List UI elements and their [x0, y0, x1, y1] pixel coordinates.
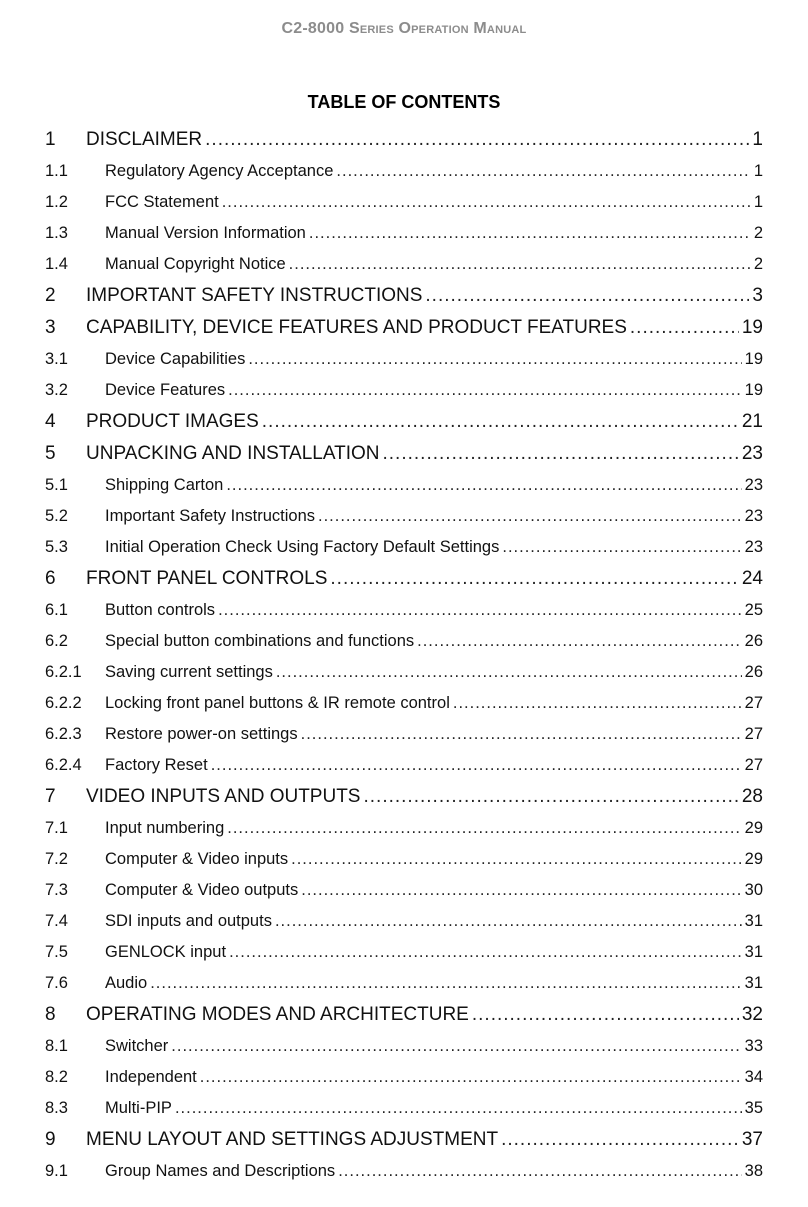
toc-entry-page: 28 — [741, 786, 763, 807]
toc-entry[interactable] — [45, 344, 763, 375]
toc-entry[interactable] — [45, 595, 763, 626]
toc-entry-label: Shipping Carton — [105, 476, 224, 494]
toc-entry-number: 3.1 — [45, 350, 68, 368]
toc-entry[interactable] — [45, 375, 763, 406]
toc-entry-page: 38 — [744, 1162, 763, 1180]
toc-entry-number: 7.5 — [45, 943, 68, 961]
toc-entry-page: 27 — [744, 725, 763, 743]
toc-entry-label: UNPACKING AND INSTALLATION — [86, 443, 380, 464]
toc-entry-label: IMPORTANT SAFETY INSTRUCTIONS — [86, 285, 423, 306]
toc-dot-leader — [330, 563, 738, 595]
toc-entry[interactable] — [45, 470, 763, 501]
toc-entry-page: 31 — [744, 912, 763, 930]
toc-entry-number: 1 — [45, 129, 56, 150]
toc-entry-page: 2 — [753, 224, 763, 242]
toc-dot-leader — [383, 438, 739, 470]
toc-entry-page: 27 — [744, 756, 763, 774]
toc-entry-page: 1 — [753, 162, 763, 180]
toc-dot-leader — [218, 595, 742, 626]
toc-entry-number: 5.1 — [45, 476, 68, 494]
toc-entry-page: 23 — [744, 507, 763, 525]
toc-entry-label: Device Features — [105, 381, 226, 399]
toc-entry-page: 24 — [741, 568, 763, 589]
toc-entry-number: 5.3 — [45, 538, 68, 556]
toc-entry[interactable] — [45, 218, 763, 249]
toc-dot-leader — [338, 1156, 741, 1187]
toc-dot-leader — [275, 906, 742, 937]
toc-entry-page: 33 — [744, 1037, 763, 1055]
toc-entry-page: 27 — [744, 694, 763, 712]
toc-entry-number: 1.4 — [45, 255, 68, 273]
toc-dot-leader — [150, 968, 741, 999]
toc-entry[interactable] — [45, 501, 763, 532]
toc-entry-label: Audio — [105, 974, 148, 992]
toc-entry-page: 19 — [744, 350, 763, 368]
toc-entry-label: Group Names and Descriptions — [105, 1162, 336, 1180]
toc-entry-number: 4 — [45, 411, 56, 432]
toc-entry-number: 6.1 — [45, 601, 68, 619]
toc-entry-label: Device Capabilities — [105, 350, 246, 368]
toc-entry-page: 29 — [744, 850, 763, 868]
toc-entry-label: PRODUCT IMAGES — [86, 411, 259, 432]
toc-entry-number: 6.2.3 — [45, 725, 82, 743]
toc-entry-page: 25 — [744, 601, 763, 619]
toc-entry-number: 6.2.4 — [45, 756, 82, 774]
toc-entry-label: Independent — [105, 1068, 197, 1086]
toc-entry[interactable] — [45, 688, 763, 719]
toc-dot-leader — [417, 626, 742, 657]
toc-dot-leader — [301, 719, 742, 750]
toc-entry-number: 1.3 — [45, 224, 68, 242]
toc-entry[interactable] — [45, 999, 763, 1031]
toc-dot-leader — [501, 1124, 739, 1156]
toc-entry[interactable] — [45, 1031, 763, 1062]
toc-entry[interactable] — [45, 312, 763, 344]
toc-entry-label: GENLOCK input — [105, 943, 227, 961]
toc-entry-label: VIDEO INPUTS AND OUTPUTS — [86, 786, 361, 807]
header-prefix: C2-8000 — [281, 20, 349, 37]
toc-entry-number: 8.3 — [45, 1099, 68, 1117]
toc-entry-number: 1.1 — [45, 162, 68, 180]
toc-entry[interactable] — [45, 657, 763, 688]
toc-entry-label: CAPABILITY, DEVICE FEATURES AND PRODUCT FEATURES — [86, 317, 627, 338]
toc-entry-number: 6 — [45, 568, 56, 589]
toc-entry[interactable] — [45, 1062, 763, 1093]
toc-entry[interactable] — [45, 968, 763, 999]
running-header — [0, 20, 808, 38]
toc-entry-number: 6.2.1 — [45, 663, 82, 681]
toc-entry-page: 23 — [744, 476, 763, 494]
toc-entry-label: Switcher — [105, 1037, 169, 1055]
toc-dot-leader — [171, 1031, 741, 1062]
toc-entry-number: 6.2.2 — [45, 694, 82, 712]
toc-entry-label: Manual Version Information — [105, 224, 306, 242]
toc-dot-leader — [301, 875, 741, 906]
toc-dot-leader — [276, 657, 742, 688]
toc-dot-leader — [318, 501, 742, 532]
toc-entry[interactable] — [45, 1124, 763, 1156]
toc-entry[interactable] — [45, 719, 763, 750]
toc-entry[interactable] — [45, 813, 763, 844]
toc-entry-page: 19 — [744, 381, 763, 399]
toc-entry-label: Important Safety Instructions — [105, 507, 316, 525]
toc-entry-page: 23 — [744, 538, 763, 556]
toc-entry-label: Input numbering — [105, 819, 225, 837]
toc-entry-number: 7.4 — [45, 912, 68, 930]
toc-dot-leader — [226, 470, 741, 501]
toc-entry-page: 37 — [741, 1129, 763, 1150]
toc-entry-label: Multi-PIP — [105, 1099, 172, 1117]
toc-dot-leader — [228, 375, 742, 406]
toc-dot-leader — [291, 844, 742, 875]
toc-entry-label: Computer & Video outputs — [105, 881, 299, 899]
toc-entry-label: FRONT PANEL CONTROLS — [86, 568, 328, 589]
toc-entry-number: 7 — [45, 786, 56, 807]
toc-entry[interactable] — [45, 1156, 763, 1187]
toc-entry[interactable] — [45, 1093, 763, 1124]
toc-entry[interactable] — [45, 563, 763, 595]
toc-entry-number: 6.2 — [45, 632, 68, 650]
toc-entry[interactable] — [45, 156, 763, 187]
toc-dot-leader — [453, 688, 742, 719]
toc-entry-page: 1 — [752, 129, 763, 150]
toc-dot-leader — [200, 1062, 742, 1093]
toc-dot-leader — [630, 312, 739, 344]
toc-entry-page: 31 — [744, 974, 763, 992]
toc-entry-number: 7.2 — [45, 850, 68, 868]
toc-entry-number: 7.3 — [45, 881, 68, 899]
toc-entry-label: Computer & Video inputs — [105, 850, 289, 868]
toc-entry[interactable] — [45, 280, 763, 312]
toc-entry-page: 26 — [744, 632, 763, 650]
toc-entry-label: Initial Operation Check Using Factory Default Settings — [105, 538, 500, 556]
toc-entry-label: Special button combinations and functions — [105, 632, 415, 650]
toc-dot-leader — [227, 813, 741, 844]
toc-dot-leader — [229, 937, 742, 968]
toc-entry-label: DISCLAIMER — [86, 129, 203, 150]
toc-entry-number: 8.2 — [45, 1068, 68, 1086]
toc-dot-leader — [289, 249, 751, 280]
toc-entry-page: 32 — [741, 1004, 763, 1025]
toc-dot-leader — [336, 156, 750, 187]
toc-entry-number: 1.2 — [45, 193, 68, 211]
toc-entry-page: 1 — [753, 193, 763, 211]
toc-dot-leader — [502, 532, 741, 563]
toc-dot-leader — [472, 999, 739, 1031]
toc-entry[interactable] — [45, 249, 763, 280]
toc-entry-number: 7.6 — [45, 974, 68, 992]
toc-entry-number: 3.2 — [45, 381, 68, 399]
toc-dot-leader — [262, 406, 739, 438]
toc-dot-leader — [222, 187, 751, 218]
toc-entry-page: 23 — [741, 443, 763, 464]
toc-entry[interactable] — [45, 438, 763, 470]
toc-entry-page: 3 — [752, 285, 763, 306]
toc-entry-number: 9 — [45, 1129, 56, 1150]
toc-dot-leader — [211, 750, 742, 781]
toc-entry[interactable] — [45, 937, 763, 968]
toc-entry-label: Factory Reset — [105, 756, 208, 774]
toc-entry-page: 34 — [744, 1068, 763, 1086]
toc-entry[interactable] — [45, 750, 763, 781]
toc-entry-number: 8.1 — [45, 1037, 68, 1055]
toc-entry[interactable] — [45, 844, 763, 875]
toc-entry-label: SDI inputs and outputs — [105, 912, 272, 930]
toc-entry-label: Manual Copyright Notice — [105, 255, 286, 273]
toc-entry-label: FCC Statement — [105, 193, 219, 211]
toc-entry-page: 21 — [741, 411, 763, 432]
toc-entry-page: 29 — [744, 819, 763, 837]
toc-dot-leader — [205, 124, 749, 156]
toc-entry[interactable] — [45, 406, 763, 438]
toc-entry-number: 2 — [45, 285, 56, 306]
toc-entry-number: 9.1 — [45, 1162, 68, 1180]
toc-entry-page: 2 — [753, 255, 763, 273]
toc-entry-number: 8 — [45, 1004, 56, 1025]
toc-dot-leader — [309, 218, 751, 249]
toc-entry-page: 26 — [744, 663, 763, 681]
header-suffix: Series Operation Manual — [348, 20, 527, 37]
toc-entry-label: Regulatory Agency Acceptance — [105, 162, 334, 180]
toc-entry-page: 31 — [744, 943, 763, 961]
toc-entry-number: 5.2 — [45, 507, 68, 525]
toc-entry-label: Saving current settings — [105, 663, 273, 681]
toc-dot-leader — [248, 344, 741, 375]
toc-dot-leader — [363, 781, 738, 813]
toc-dot-leader — [175, 1093, 742, 1124]
toc-entry[interactable] — [45, 124, 763, 156]
toc-entry-page: 19 — [741, 317, 763, 338]
toc-entry-label: Restore power-on settings — [105, 725, 298, 743]
toc-entry-number: 7.1 — [45, 819, 68, 837]
toc-entry[interactable] — [45, 875, 763, 906]
toc-entry-label: Button controls — [105, 601, 216, 619]
toc-entry-label: MENU LAYOUT AND SETTINGS ADJUSTMENT — [86, 1129, 499, 1150]
toc-entry[interactable] — [45, 187, 763, 218]
toc-entry[interactable] — [45, 906, 763, 937]
toc-entry[interactable] — [45, 532, 763, 563]
toc-entry-label: Locking front panel buttons & IR remote control — [105, 694, 450, 712]
toc-entry[interactable] — [45, 781, 763, 813]
toc-entry-page: 35 — [744, 1099, 763, 1117]
toc-entry-number: 3 — [45, 317, 56, 338]
toc-entry-number: 5 — [45, 443, 56, 464]
toc-title: TABLE OF CONTENTS — [307, 92, 501, 112]
table-of-contents — [45, 124, 763, 1187]
toc-entry[interactable] — [45, 626, 763, 657]
toc-dot-leader — [425, 280, 749, 312]
toc-entry-label: OPERATING MODES AND ARCHITECTURE — [86, 1004, 469, 1025]
toc-entry-page: 30 — [744, 881, 763, 899]
